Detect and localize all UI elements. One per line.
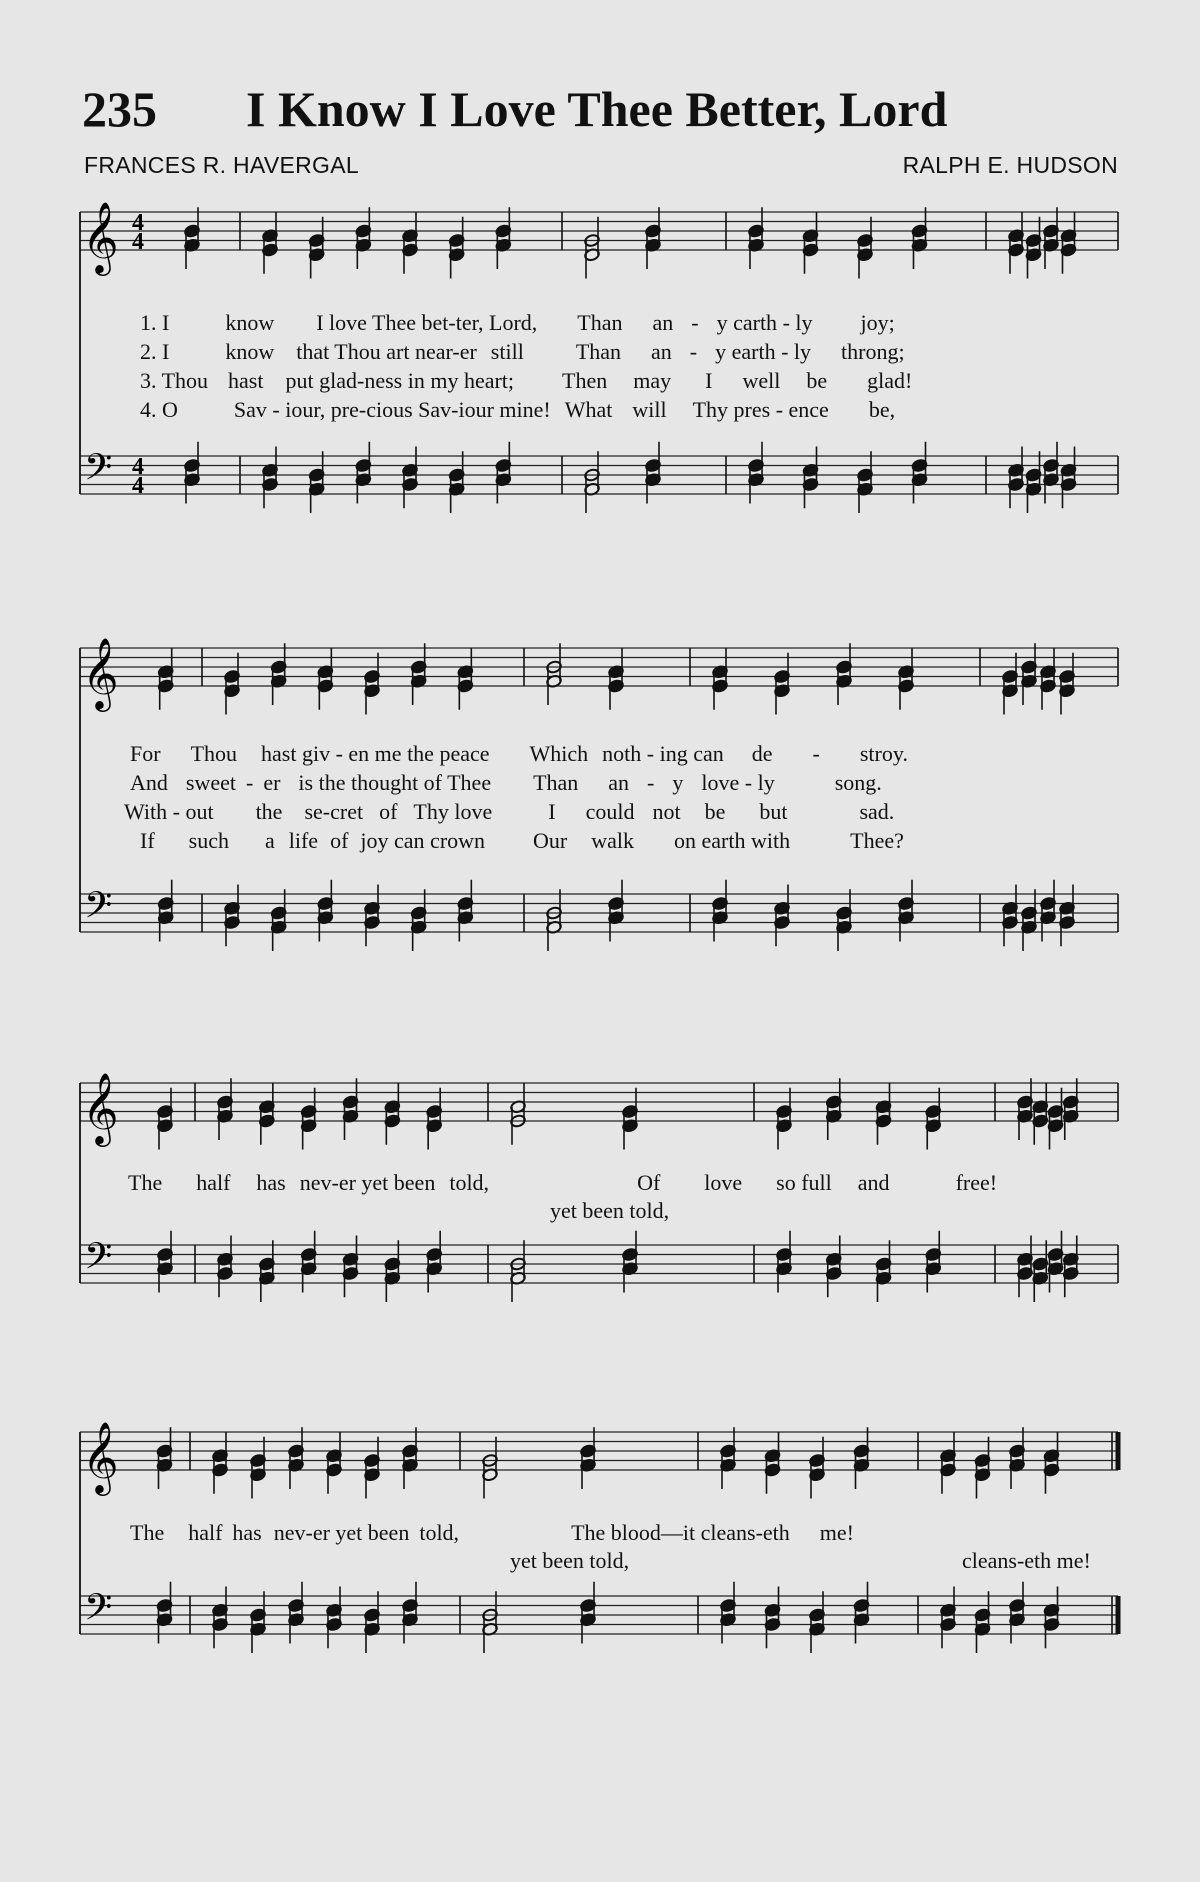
svg-text:4: 4 — [132, 473, 144, 499]
words-credit: FRANCES R. HAVERGAL — [84, 152, 359, 178]
treble-clef-icon: 𝄞 — [82, 200, 119, 273]
alto-lyric-4-end: cleans-eth me! — [962, 1548, 1091, 1573]
lyric-line-1-2: 2. I know that Thou art near-er still Than an - y earth - ly throng; — [140, 339, 905, 364]
lyric-line-2-3: With - out the se-cret of Thy love I could not be but sad. — [124, 799, 895, 824]
lyric-line-1-3: 3. Thou hast put glad-ness in my heart; Then may I well be glad! — [140, 368, 913, 393]
treble-clef-icon: 𝄞 — [82, 1420, 119, 1493]
svg-text:4: 4 — [132, 229, 144, 255]
treble-clef-icon: 𝄞 — [82, 1071, 119, 1144]
hymn-title: I Know I Love Thee Better, Lord — [246, 81, 948, 137]
hymn-number: 235 — [82, 81, 157, 137]
bass-clef-icon: 𝄢 — [84, 1586, 113, 1638]
alto-lyric-4: yet been told, — [510, 1548, 630, 1573]
alto-lyric-3: yet been told, — [550, 1198, 670, 1223]
treble-clef-icon: 𝄞 — [82, 636, 119, 709]
bass-clef-icon: 𝄢 — [84, 446, 113, 498]
bass-clef-icon: 𝄢 — [84, 884, 113, 936]
bass-clef-icon: 𝄢 — [84, 1235, 113, 1287]
time-signature: 4 — [132, 210, 144, 236]
time-signature: 4 — [132, 454, 144, 480]
music-credit: RALPH E. HUDSON — [902, 152, 1118, 178]
lyric-line-2-1: For Thou hast giv - en me the peace Which noth - ing can de - stroy. — [130, 741, 908, 766]
lyric-line-2-2: And sweet - er is the thought of Thee Than an - y love - ly song. — [130, 770, 882, 795]
lyric-line-3-1: The half has nev-er yet been told, Of love so full and free! — [128, 1170, 998, 1195]
lyric-line-4-1: The half has nev-er yet been told, The blood—it cleans-eth me! — [130, 1520, 854, 1545]
lyric-line-1-4: 4. O Sav - iour, pre-cious Sav-iour mine! What will Thy pres - ence be, — [140, 397, 896, 422]
lyric-line-2-4: If such a life of joy can crown Our walk on earth with Thee? — [140, 828, 904, 853]
lyric-line-1-1: 1. I know I love Thee bet-ter, Lord, Than an - y carth - ly joy; — [140, 310, 895, 335]
